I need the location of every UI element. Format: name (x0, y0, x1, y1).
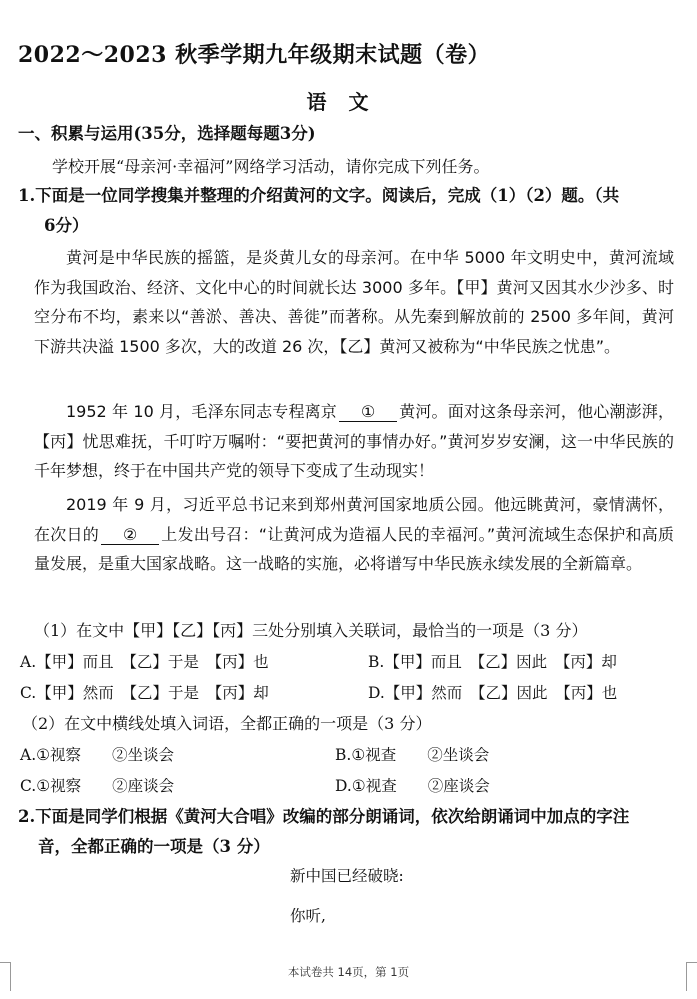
question-1-stem (18, 181, 683, 241)
blank-1: ① (339, 403, 397, 422)
question-2-stem (18, 802, 683, 862)
exam-title: 2022～2023 秋季学期九年级期末试题（卷） (18, 42, 491, 68)
sub2-option-d: D.①视查 ②座谈会 (335, 777, 490, 795)
passage-paragraph-3 (34, 490, 674, 579)
sub1-option-d: D.【甲】然而 【乙】因此 【丙】也 (368, 684, 618, 702)
paragraph-3-before: 2019 年 9 月，习近平总书记来到郑州黄河国家地质公园。他远眺黄河，豪情满怀，在次日的 (34, 495, 674, 544)
question-1-stem-line2: 6分） (44, 216, 89, 235)
poem-line-1: 新中国已经破晓: (290, 867, 404, 885)
poem-line-2: 你听, (290, 907, 326, 925)
page-footer: 本试卷共 14页，第 1页 (287, 965, 410, 979)
sub1-option-a: A.【甲】而且 【乙】于是 【丙】也 (20, 653, 269, 671)
subquestion-2: （2）在文中横线处填入词语，全都正确的一项是（3 分） (22, 714, 432, 733)
sub1-option-c: C.【甲】然而 【乙】于是 【丙】却 (20, 684, 269, 702)
question-1-stem-line1: 1.下面是一位同学搜集并整理的介绍黄河的文字。阅读后，完成（1）（2）题。（共 (18, 186, 620, 205)
sub1-option-b: B.【甲】而且 【乙】因此 【丙】却 (368, 653, 617, 671)
passage-paragraph-1: 黄河是中华民族的摇篮，是炎黄儿女的母亲河。在中华 5000 年文明史中，黄河流域作为我国政治、经济、文化中心的时间就长达 3000 多年。【甲】黄河又因其水少沙多、时空分布不均，素来以“善淤、善决、善徙”而著称。从先秦到解放前的 2500 多年间，黄河下游共决溢 1500 多次，大的改道 26 次，【乙】黄河又被称为“中华民族之忧患”。 (34, 248, 674, 356)
section-intro: 学校开展“母亲河·幸福河”网络学习活动，请你完成下列任务。 (52, 157, 490, 176)
question-2-stem-line1: 2.下面是同学们根据《黄河大合唱》改编的部分朗诵词，依次给朗诵词中加点的字注 (18, 807, 630, 826)
sub2-option-c: C.①视察 ②座谈会 (20, 777, 175, 795)
passage-paragraph-2 (34, 397, 674, 486)
sub2-option-a: A.①视察 ②坐谈会 (20, 746, 175, 764)
sub2-option-b: B.①视查 ②坐谈会 (335, 746, 490, 764)
paragraph-2-after: 黄河。面对这条母亲河，他心潮澎湃，【丙】忧思难抚，千叮咛万嘱咐：“要把黄河的事情办好。”黄河岁岁安澜，这一中华民族的千年梦想，终于在中国共产党的领导下变成了生动现实！ (34, 402, 674, 480)
subquestion-1: （1）在文中【甲】【乙】【丙】三处分别填入关联词，最恰当的一项是（3 分） (34, 621, 588, 640)
paragraph-3-after: 上发出号召：“让黄河成为造福人民的幸福河。”黄河流域生态保护和高质量发展，是重大国家战略。这一战略的实施，必将谱写中华民族永续发展的全新篇章。 (34, 524, 674, 573)
paragraph-2-before: 1952 年 10 月，毛泽东同志专程离京 (66, 402, 337, 421)
subject-heading: 语文 (306, 90, 391, 114)
question-2-stem-line2: 音，全都正确的一项是（3 分） (38, 837, 270, 856)
section-heading: 一、积累与运用(35分，选择题每题3分) (18, 124, 316, 143)
blank-2: ② (101, 526, 159, 545)
